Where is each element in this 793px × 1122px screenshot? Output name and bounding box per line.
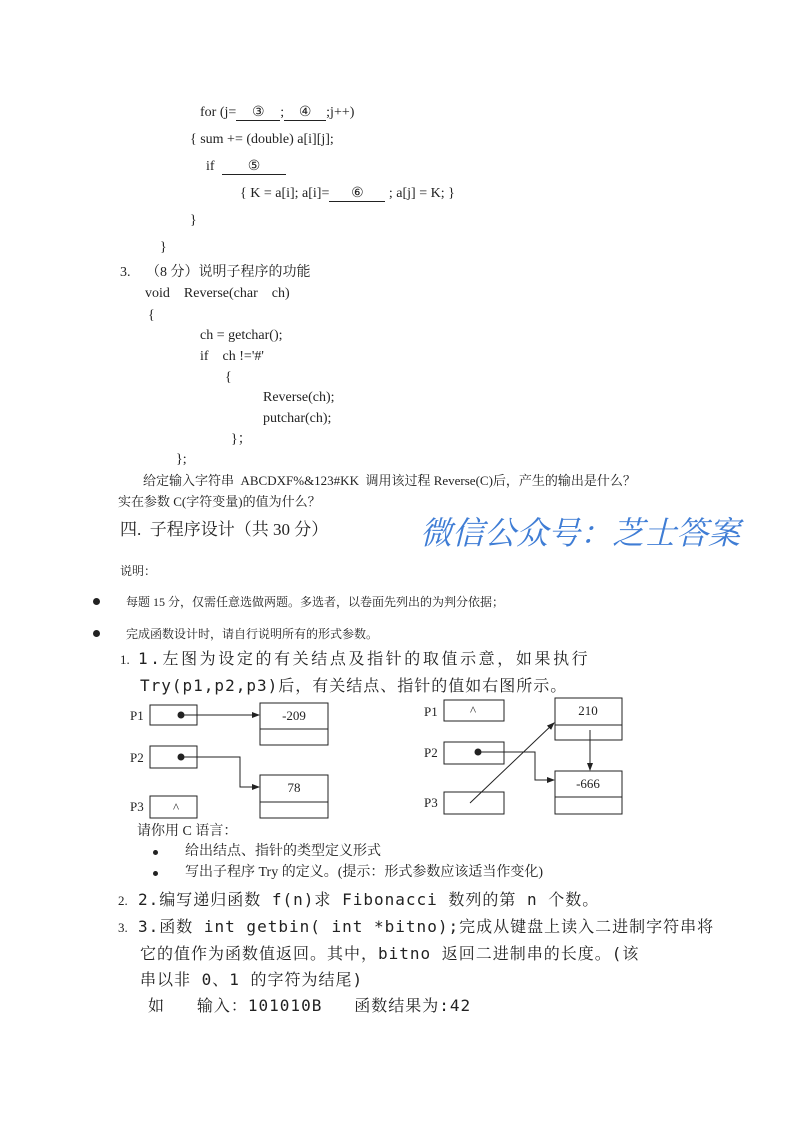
swap-line: { K = a[i]; a[i]= ⑥ ; a[j] = K; } (240, 186, 455, 201)
pointer-dot (178, 754, 185, 761)
list-number: 3. (118, 920, 128, 935)
pointer-label: P3 (130, 799, 144, 814)
null-pointer: ^ (173, 800, 180, 815)
code-line: Reverse(ch); (263, 390, 335, 405)
code-line: { (148, 308, 155, 323)
code-line: putchar(ch); (263, 411, 332, 426)
node-value: -209 (282, 708, 306, 723)
pointer-dot (475, 749, 482, 756)
problem-text: 串以非 0、1 的字符为结尾) (140, 970, 364, 989)
sum-line: { sum += (double) a[i][j]; (190, 132, 334, 147)
question-number: 3. (120, 265, 131, 280)
sub-item: 写出子程序 Try 的定义。(提示：形式参数应该适当作变化) (185, 865, 544, 880)
pointer-label: P1 (130, 708, 144, 723)
close-brace: } (190, 213, 197, 228)
pointer-arrow (478, 752, 554, 780)
code-line: if ch !='#' (200, 349, 264, 364)
problem-text: 它的值作为函数值返回。其中，bitno 返回二进制串的长度。(该 (140, 944, 640, 963)
pointer-box-p3 (444, 792, 504, 814)
node-value: -666 (576, 776, 600, 791)
pointer-label: P1 (424, 704, 438, 719)
note-item: 每题 15 分，仅需任意选做两题。多选者，以卷面先列出的为判分依据； (126, 595, 505, 609)
pointer-arrow (470, 723, 554, 803)
pointer-label: P2 (424, 745, 438, 760)
code-line: }; (176, 452, 187, 467)
for-line: for (j= ③ ; ④ ;j++) (200, 105, 355, 120)
code-line: void Reverse(char ch) (145, 286, 290, 301)
pointer-arrow (181, 757, 259, 787)
prompt: 请你用 C 语言： (137, 824, 238, 839)
code-line: }； (231, 432, 252, 447)
section-heading: 四. 子程序设计（共 30 分） (120, 520, 329, 539)
list-number: 1. (120, 652, 130, 667)
question-text: 实在参数 C(字符变量)的值为什么？ (118, 494, 321, 509)
pointer-box-p2 (444, 742, 504, 764)
null-pointer: ^ (470, 703, 477, 718)
node-value: 78 (287, 780, 301, 795)
if-line: if ⑤ (206, 159, 286, 175)
question-title: （8 分）说明子程序的功能 (146, 265, 311, 280)
note-label: 说明： (120, 564, 157, 578)
code-line: { (225, 370, 232, 385)
close-brace: } (160, 240, 167, 255)
bullet (153, 871, 158, 876)
example-text: 如 输入：101010B 函数结果为:42 (148, 996, 472, 1015)
list-number: 2. (118, 893, 128, 908)
problem-text: 1.左图为设定的有关结点及指针的取值示意，如果执行 (138, 649, 591, 668)
problem-text: Try(p1,p2,p3)后，有关结点、指针的值如右图所示。 (140, 676, 568, 695)
problem-text: 3.函数 int getbin( int *bitno);完成从键盘上读入二进制字符串将 (138, 917, 715, 936)
pointer-dot (178, 712, 185, 719)
code-line: ch = getchar(); (200, 328, 283, 343)
pointer-label: P3 (424, 795, 438, 810)
question-text: 给定输入字符串 ABCDXF%&123#KK 调用该过程 Reverse(C)后，产生的输出是什么？ (143, 473, 636, 488)
node-value: 210 (578, 703, 598, 718)
problem-text: 2.编写递归函数 f(n)求 Fibonacci 数列的第 n 个数。 (138, 890, 600, 909)
note-item: 完成函数设计时，请自行说明所有的形式参数。 (126, 627, 379, 641)
watermark: 微信公众号：芝士答案 (420, 514, 741, 552)
bullet (153, 850, 158, 855)
sub-item: 给出结点、指针的类型定义形式 (185, 844, 381, 859)
pointer-label: P2 (130, 750, 144, 765)
